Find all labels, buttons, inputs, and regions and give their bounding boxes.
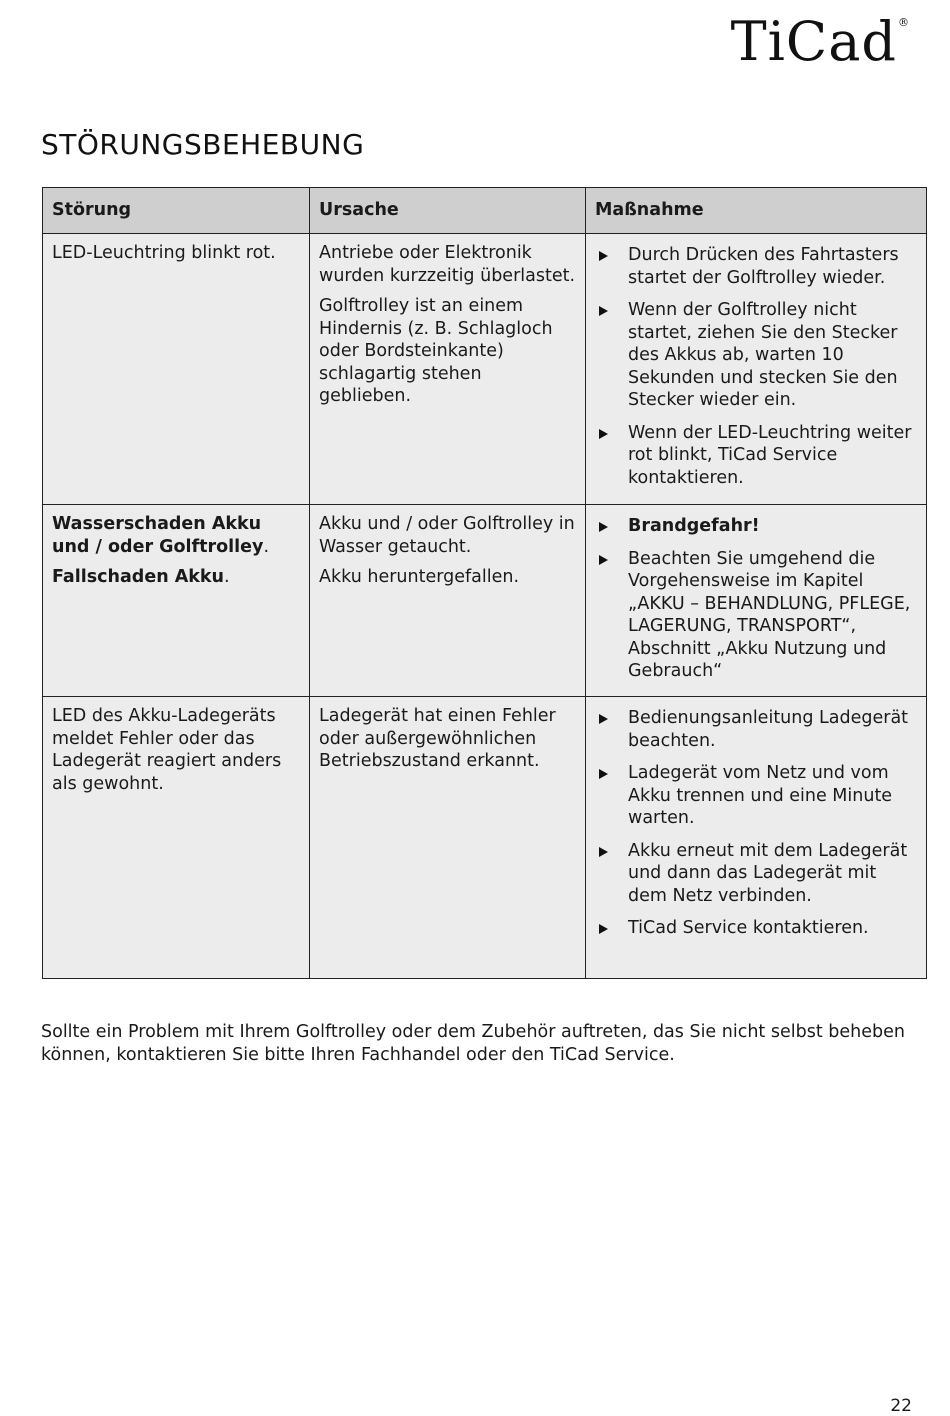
action-item	[595, 244, 917, 289]
triangle-bullet-icon	[599, 522, 608, 532]
cell-massnahme	[586, 505, 927, 697]
cause-text: Akku heruntergefallen.	[319, 567, 520, 587]
action-text: Ladegerät vom Netz und vom Akku trennen und eine Minute warten.	[628, 763, 893, 828]
logo-text: TiCad	[730, 10, 897, 73]
action-text: Wenn der LED-Leuchtring weiter rot blinkt, TiCad Service kontaktieren.	[628, 422, 912, 488]
fault-text: .	[224, 567, 230, 587]
triangle-bullet-icon	[599, 306, 608, 316]
triangle-bullet-icon	[599, 429, 608, 439]
action-item	[595, 707, 917, 752]
action-item	[595, 917, 917, 940]
table-body	[43, 234, 927, 979]
action-bold-text: Brandgefahr!	[628, 516, 760, 536]
cause-text: Ladegerät hat einen Fehler oder außergewöhnlichen Betriebszustand erkannt.	[319, 706, 556, 771]
action-text: Akku erneut mit dem Ladegerät und dann das Ladegerät mit dem Netz verbinden.	[628, 840, 908, 906]
action-item	[595, 548, 917, 683]
page-number: 22	[890, 1396, 912, 1416]
fault-bold-text: Fallschaden Akku	[52, 567, 225, 587]
cell-stoerung	[43, 505, 310, 697]
page-title: STÖRUNGSBEHEBUNG	[41, 128, 365, 161]
fault-description	[52, 705, 300, 795]
fault-bold-text: Wasserschaden Akku und / oder Golftrolley	[52, 514, 264, 557]
footer-note: Sollte ein Problem mit Ihrem Golftrolley oder dem Zubehör auftreten, das Sie nicht selbst beheben können, kontaktieren Sie bitte Ihren Fachhandel oder den TiCad Service.	[41, 1022, 905, 1065]
registered-mark: ®	[898, 16, 910, 29]
brand-logo	[731, 10, 910, 73]
action-list	[595, 515, 917, 683]
fault-text: LED-Leuchtring blinkt rot.	[52, 243, 276, 263]
action-list	[595, 707, 917, 940]
action-item	[595, 515, 917, 538]
cell-stoerung	[43, 234, 310, 505]
action-text: Wenn der Golftrolley nicht startet, ziehen Sie den Stecker des Akkus ab, warten 10 Sekunden und stecken Sie den Stecker wieder ein.	[628, 300, 898, 410]
triangle-bullet-icon	[599, 555, 608, 565]
cell-massnahme	[586, 697, 927, 979]
cell-massnahme	[586, 234, 927, 505]
action-text: TiCad Service kontaktieren.	[628, 918, 869, 938]
cell-stoerung	[43, 697, 310, 979]
fault-description	[52, 566, 300, 589]
cell-ursache	[310, 505, 586, 697]
action-text: Durch Drücken des Fahrtasters startet der Golftrolley wieder.	[628, 245, 899, 288]
fault-text: .	[263, 536, 270, 557]
column-header-massnahme: Maßnahme	[586, 188, 927, 234]
table-row	[43, 505, 927, 697]
troubleshooting-table	[42, 187, 927, 979]
action-item	[595, 840, 917, 908]
table-header-row	[43, 188, 927, 234]
cause-text: Golftrolley ist an einem Hindernis (z. B. Schlagloch oder Bordsteinkante) schlagartig stehen geblieben.	[319, 296, 553, 406]
action-item	[595, 299, 917, 412]
column-header-ursache: Ursache	[310, 188, 586, 234]
fault-description	[52, 513, 300, 558]
triangle-bullet-icon	[599, 769, 608, 779]
cause-text: Akku und / oder Golftrolley in Wasser getaucht.	[319, 514, 575, 557]
action-text: Beachten Sie umgehend die Vorgehensweise im Kapitel „AKKU – BEHANDLUNG, PFLEGE, LAGERUNG, TRANSPORT“, Abschnitt „Akku Nutzung und Gebrauch“	[628, 548, 911, 681]
fault-text: LED des Akku-Ladegeräts meldet Fehler oder das Ladegerät reagiert anders als gewohnt.	[52, 706, 282, 794]
action-text: Bedienungsanleitung Ladegerät beachten.	[628, 708, 909, 751]
fault-description	[52, 242, 300, 265]
triangle-bullet-icon	[599, 251, 608, 261]
action-list	[595, 244, 917, 489]
cell-ursache	[310, 697, 586, 979]
column-header-stoerung: Störung	[43, 188, 310, 234]
table-row	[43, 697, 927, 979]
triangle-bullet-icon	[599, 924, 608, 934]
triangle-bullet-icon	[599, 847, 608, 857]
cell-ursache	[310, 234, 586, 505]
action-item	[595, 422, 917, 490]
triangle-bullet-icon	[599, 714, 608, 724]
action-item	[595, 762, 917, 830]
cause-text: Antriebe oder Elektronik wurden kurzzeitig überlastet.	[319, 243, 576, 286]
table-row	[43, 234, 927, 505]
